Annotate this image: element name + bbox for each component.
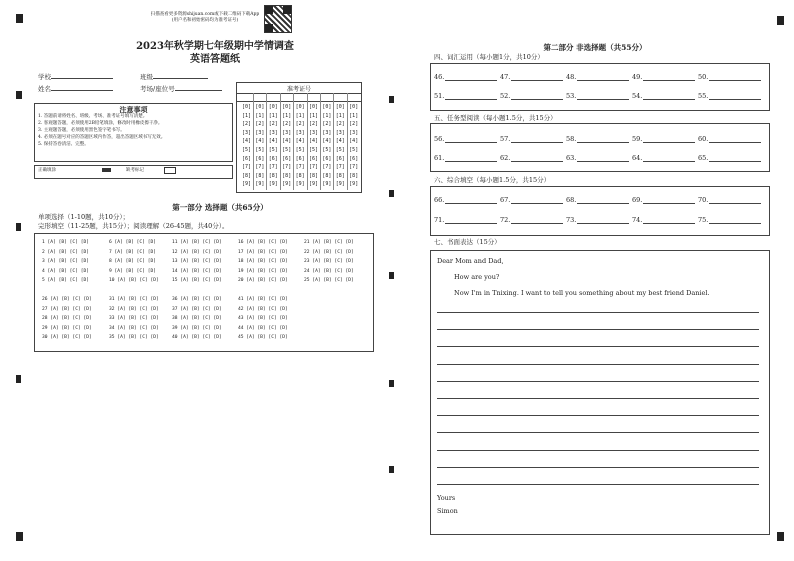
blank-number: 64. (632, 154, 643, 162)
digit-bubble: [2] (308, 121, 319, 128)
qr-code (264, 5, 292, 33)
mc-question: 38 [A] [B] [C] [D] (172, 316, 222, 322)
digit-bubble: [3] (322, 129, 332, 136)
digit-bubble: [8] (322, 172, 332, 179)
digit-bubble: [6] (349, 155, 359, 162)
digit-bubble: [5] (349, 147, 359, 153)
blank-field (632, 154, 695, 162)
notes-item: 2. 客观题答题，必须使用2B铅笔填涂，修改时用橡皮擦干净。 (38, 121, 163, 126)
mc-question: 13 [A] [B] [C] [D] (172, 259, 222, 265)
digit-bubble: [8] (282, 172, 292, 179)
blank-number: 52. (500, 92, 511, 100)
mc-question: 18 [A] [B] [C] [D] (238, 259, 288, 265)
blank-field (566, 73, 629, 81)
digit-bubble: [7] (322, 164, 332, 171)
blank-number: 58. (566, 135, 577, 143)
mc-question: 4 [A] [B] [C] [D] (42, 268, 90, 274)
mc-question: 3 [A] [B] [C] [D] (42, 259, 90, 265)
writing-line (437, 364, 759, 365)
digit-bubble: [3] (282, 129, 292, 136)
class-label: 班级 (140, 72, 208, 81)
blank-number: 56. (434, 135, 445, 143)
blank-field (434, 92, 497, 100)
mc-question: 39 [A] [B] [C] [D] (172, 325, 222, 331)
blank-number: 48. (566, 73, 577, 81)
digit-bubble: [5] (295, 147, 305, 153)
blank-field (698, 154, 761, 162)
section4-box (430, 63, 770, 111)
digit-bubble: [9] (349, 181, 359, 188)
blank-number: 46. (434, 73, 445, 81)
answer-line[interactable] (643, 73, 695, 81)
writing-line (437, 329, 759, 330)
part2-title: 第二部分 非选择题（共55分） (543, 43, 647, 52)
digit-bubble: [7] (308, 164, 319, 171)
digit-bubble: [0] (268, 104, 278, 110)
writing-line (437, 450, 759, 451)
digit-bubble: [1] (255, 112, 265, 119)
blank-number: 75. (698, 216, 709, 224)
registration-mark (389, 272, 394, 279)
digit-bubble: [9] (268, 181, 278, 188)
grid-divider (266, 93, 267, 190)
header-note: 扫描查看更多资源shijuan.com或下载二维码下载App (150, 12, 260, 17)
blank-field (566, 92, 629, 100)
digit-bubble: [9] (282, 181, 292, 188)
digit-bubble: [1] (308, 112, 319, 119)
registration-mark (16, 532, 23, 541)
digit-bubble: [2] (268, 121, 278, 128)
blank-field (698, 196, 761, 204)
blank-field (500, 196, 563, 204)
digit-bubble: [6] (335, 155, 345, 162)
digit-bubble: [6] (241, 155, 252, 162)
divider (236, 101, 362, 102)
mc-question: 12 [A] [B] [C] [D] (172, 249, 222, 255)
digit-bubble: [1] (335, 112, 345, 119)
digit-bubble: [8] (349, 172, 359, 179)
digit-bubble: [3] (335, 129, 345, 136)
blank-number: 65. (698, 154, 709, 162)
digit-bubble: [7] (335, 164, 345, 171)
section5-box (430, 123, 770, 172)
digit-bubble: [9] (241, 181, 252, 188)
digit-bubble: [9] (295, 181, 305, 188)
mc-question: 31 [A] [B] [C] [D] (109, 297, 159, 302)
digit-bubble: [7] (268, 164, 278, 171)
digit-bubble: [8] (255, 172, 265, 179)
letter-greeting: Dear Mom and Dad, (437, 257, 504, 265)
registration-mark (16, 14, 23, 23)
mc-question: 10 [A] [B] [C] [D] (109, 278, 159, 284)
digit-bubble: [7] (282, 164, 292, 171)
mc-question: 8 [A] [B] [C] [D] (109, 259, 157, 265)
digit-bubble: [5] (255, 147, 265, 153)
digit-bubble: [4] (255, 138, 265, 145)
blank-field (500, 92, 563, 100)
grid-divider (253, 93, 254, 190)
digit-bubble: [0] (282, 104, 292, 110)
digit-bubble: [4] (295, 138, 305, 145)
digit-bubble: [0] (349, 104, 359, 110)
blank-field (698, 73, 761, 81)
notes-item: 4. 必须在题号对应的答题区域内作答，超出答题区域书写无效。 (38, 135, 166, 140)
letter-line: Now I'm in Tnixing. I want to tell you something about my best friend Daniel. (454, 289, 710, 297)
blank-field (500, 135, 563, 143)
mc-question: 27 [A] [B] [C] [D] (42, 306, 92, 312)
digit-bubble: [6] (295, 155, 305, 162)
mc-question: 30 [A] [B] [C] [D] (42, 335, 92, 341)
answer-line[interactable] (577, 196, 629, 204)
digit-bubble: [9] (322, 181, 332, 188)
mc-question: 24 [A] [B] [C] [D] (304, 268, 354, 274)
digit-bubble: [2] (255, 121, 265, 128)
blank-field (632, 196, 695, 204)
mc-question: 32 [A] [B] [C] [D] (109, 306, 159, 312)
mc-question: 28 [A] [B] [C] [D] (42, 316, 92, 322)
blank-field (698, 216, 761, 224)
digit-bubble: [3] (255, 129, 265, 136)
digit-bubble: [1] (349, 112, 359, 119)
answer-line[interactable] (445, 135, 497, 143)
mc-question: 29 [A] [B] [C] [D] (42, 325, 92, 331)
digit-bubble: [3] (241, 129, 252, 136)
digit-bubble: [2] (322, 121, 332, 128)
mc-question: 40 [A] [B] [C] [D] (172, 335, 222, 341)
digit-bubble: [1] (241, 112, 252, 119)
digit-bubble: [8] (241, 172, 252, 179)
writing-line (437, 467, 759, 468)
digit-bubble: [5] (322, 147, 332, 153)
digit-bubble: [8] (335, 172, 345, 179)
answer-line[interactable] (445, 154, 497, 162)
mc-question: 26 [A] [B] [C] [D] (42, 297, 92, 302)
blank-field (566, 135, 629, 143)
blank-number: 50. (698, 73, 709, 81)
answer-line[interactable] (709, 216, 761, 224)
digit-bubble: [4] (268, 138, 278, 145)
answer-line[interactable] (511, 154, 563, 162)
blank-number: 49. (632, 73, 643, 81)
digit-bubble: [6] (308, 155, 319, 162)
blank-field (434, 135, 497, 143)
registration-mark (389, 96, 394, 103)
digit-bubble: [3] (268, 129, 278, 136)
part1-desc: 单项选择（1-10题，共10分）； (38, 213, 130, 221)
notes-title: 注意事项 (119, 105, 148, 114)
mc-question: 25 [A] [B] [C] [D] (304, 278, 354, 284)
section6-title: 六、综合填空（每小题1.5分，共15分） (434, 176, 551, 184)
blank-field (632, 216, 695, 224)
section6-box (430, 186, 770, 236)
blank-field (698, 135, 761, 143)
mc-question: 44 [A] [B] [C] [D] (238, 325, 288, 331)
digit-bubble: [5] (335, 147, 345, 153)
answer-line[interactable] (445, 196, 497, 204)
section4-title: 四、词汇运用（每小题1分，共10分） (434, 53, 544, 61)
digit-bubble: [5] (241, 147, 252, 153)
digit-bubble: [6] (282, 155, 292, 162)
digit-bubble: [0] (322, 104, 332, 110)
digit-bubble: [0] (335, 104, 345, 110)
mc-question: 23 [A] [B] [C] [D] (304, 259, 354, 265)
blank-field (434, 216, 497, 224)
blank-field (434, 154, 497, 162)
blank-field (566, 216, 629, 224)
blank-number: 74. (632, 216, 643, 224)
answer-line[interactable] (643, 135, 695, 143)
answer-line[interactable] (577, 154, 629, 162)
blank-number: 55. (698, 92, 709, 100)
mc-question: 22 [A] [B] [C] [D] (304, 249, 354, 255)
digit-bubble: [3] (295, 129, 305, 136)
blank-number: 51. (434, 92, 445, 100)
exam-number-label: 准考证号 (286, 86, 311, 93)
school-label: 学校 (38, 72, 113, 81)
mc-question: 20 [A] [B] [C] [D] (238, 278, 288, 284)
answer-line[interactable] (511, 73, 563, 81)
answer-line[interactable] (709, 154, 761, 162)
digit-bubble: [2] (282, 121, 292, 128)
answer-line[interactable] (445, 216, 497, 224)
answer-line[interactable] (577, 216, 629, 224)
digit-bubble: [6] (268, 155, 278, 162)
digit-bubble: [0] (308, 104, 319, 110)
blank-number: 68. (566, 196, 577, 204)
blank-number: 72. (500, 216, 511, 224)
mc-question: 11 [A] [B] [C] [D] (172, 240, 222, 245)
seat-label: 考场/座位号 (140, 84, 222, 93)
letter-line: How are you? (454, 273, 500, 281)
digit-bubble: [7] (255, 164, 265, 171)
digit-bubble: [4] (335, 138, 345, 145)
writing-line (437, 484, 759, 485)
registration-mark (777, 532, 784, 541)
digit-bubble: [1] (295, 112, 305, 119)
digit-bubble: [4] (308, 138, 319, 145)
writing-line (437, 432, 759, 433)
blank-number: 60. (698, 135, 709, 143)
blank-field (566, 196, 629, 204)
mc-question: 9 [A] [B] [C] [D] (109, 268, 157, 274)
mc-question: 45 [A] [B] [C] [D] (238, 335, 288, 341)
blank-field (566, 154, 629, 162)
writing-line (437, 381, 759, 382)
mc-question: 33 [A] [B] [C] [D] (109, 316, 159, 322)
grid-divider (307, 93, 308, 190)
digit-bubble: [4] (349, 138, 359, 145)
writing-line (437, 312, 759, 313)
letter-closing: Yours (437, 494, 456, 502)
mc-question: 1 [A] [B] [C] [D] (42, 240, 90, 245)
registration-mark (389, 190, 394, 197)
legend-missing: 缺考标记 (126, 168, 144, 173)
mc-question: 42 [A] [B] [C] [D] (238, 306, 288, 312)
digit-bubble: [6] (255, 155, 265, 162)
blank-field (434, 196, 497, 204)
blank-number: 59. (632, 135, 643, 143)
blank-number: 57. (500, 135, 511, 143)
digit-bubble: [2] (335, 121, 345, 128)
answer-line[interactable] (445, 73, 497, 81)
blank-number: 62. (500, 154, 511, 162)
registration-mark (16, 223, 21, 231)
mc-question: 21 [A] [B] [C] [D] (304, 240, 354, 245)
part1-desc: 完形填空（11-25题，共15分）；阅读理解（26-45题，共40分）。 (38, 222, 229, 230)
mc-question: 6 [A] [B] [C] [D] (109, 240, 157, 245)
answer-line[interactable] (511, 216, 563, 224)
digit-bubble: [2] (349, 121, 359, 128)
blank-number: 66. (434, 196, 445, 204)
digit-bubble: [0] (241, 104, 252, 110)
digit-bubble: [9] (335, 181, 345, 188)
blank-field (500, 73, 563, 81)
answer-line[interactable] (511, 135, 563, 143)
grid-divider (333, 93, 334, 190)
digit-bubble: [8] (295, 172, 305, 179)
blank-number: 71. (434, 216, 445, 224)
blank-field (500, 154, 563, 162)
registration-mark (16, 375, 21, 383)
digit-bubble: [7] (349, 164, 359, 171)
digit-bubble: [0] (255, 104, 265, 110)
digit-bubble: [0] (295, 104, 305, 110)
digit-bubble: [4] (282, 138, 292, 145)
digit-bubble: [1] (322, 112, 332, 119)
letter-signature: Simon (437, 507, 458, 515)
digit-bubble: [2] (241, 121, 252, 128)
blank-number: 61. (434, 154, 445, 162)
digit-bubble: [5] (308, 147, 319, 153)
registration-mark (777, 16, 784, 25)
writing-line (437, 346, 759, 347)
blank-number: 53. (566, 92, 577, 100)
mc-question: 2 [A] [B] [C] [D] (42, 249, 90, 255)
writing-line (437, 415, 759, 416)
answer-line[interactable] (577, 92, 629, 100)
mc-question: 5 [A] [B] [C] [D] (42, 278, 90, 284)
digit-bubble: [2] (295, 121, 305, 128)
mc-question: 34 [A] [B] [C] [D] (109, 325, 159, 331)
blank-field (632, 92, 695, 100)
digit-bubble: [4] (241, 138, 252, 145)
empty-box-icon (164, 167, 176, 174)
grid-divider (320, 93, 321, 190)
mc-question: 15 [A] [B] [C] [D] (172, 278, 222, 284)
blank-number: 73. (566, 216, 577, 224)
blank-number: 47. (500, 73, 511, 81)
blank-number: 67. (500, 196, 511, 204)
filled-box-icon (102, 168, 111, 172)
digit-bubble: [1] (282, 112, 292, 119)
notes-item: 3. 主观题答题，必须使用黑色签字笔书写。 (38, 128, 125, 133)
answer-line[interactable] (709, 196, 761, 204)
digit-bubble: [1] (268, 112, 278, 119)
notes-item: 5. 保持答卷清洁、完整。 (38, 142, 89, 147)
answer-line[interactable] (709, 135, 761, 143)
digit-bubble: [9] (308, 181, 319, 188)
answer-line[interactable] (709, 73, 761, 81)
mc-question: 41 [A] [B] [C] [D] (238, 297, 288, 302)
digit-bubble: [4] (322, 138, 332, 145)
answer-line[interactable] (643, 92, 695, 100)
answer-line[interactable] (643, 196, 695, 204)
answer-line[interactable] (511, 196, 563, 204)
blank-field (434, 73, 497, 81)
blank-number: 63. (566, 154, 577, 162)
blank-field (632, 135, 695, 143)
mc-question: 14 [A] [B] [C] [D] (172, 268, 222, 274)
mc-question: 17 [A] [B] [C] [D] (238, 249, 288, 255)
blank-number: 69. (632, 196, 643, 204)
page-title: 2023年秋学期七年级期中学情调查 (136, 41, 294, 52)
grid-divider (347, 93, 348, 190)
mc-question: 43 [A] [B] [C] [D] (238, 316, 288, 322)
digit-bubble: [7] (295, 164, 305, 171)
digit-bubble: [3] (308, 129, 319, 136)
digit-bubble: [5] (282, 147, 292, 153)
registration-mark (389, 380, 394, 387)
mc-question: 36 [A] [B] [C] [D] (172, 297, 222, 302)
notes-item: 1. 答题前请将姓名、班级、考场、准考证号填写清楚。 (38, 114, 148, 119)
digit-bubble: [3] (349, 129, 359, 136)
legend-correct: 正确填涂 (38, 168, 56, 173)
blank-number: 54. (632, 92, 643, 100)
digit-bubble: [9] (255, 181, 265, 188)
name-label: 姓名 (38, 84, 113, 93)
mc-question: 37 [A] [B] [C] [D] (172, 306, 222, 312)
grid-divider (280, 93, 281, 190)
digit-bubble: [5] (268, 147, 278, 153)
answer-line[interactable] (577, 135, 629, 143)
digit-bubble: [7] (241, 164, 252, 171)
blank-field (500, 216, 563, 224)
page-subtitle: 英语答题纸 (190, 54, 240, 65)
blank-field (632, 73, 695, 81)
mc-question: 35 [A] [B] [C] [D] (109, 335, 159, 341)
answer-line[interactable] (577, 73, 629, 81)
mc-question: 7 [A] [B] [C] [D] (109, 249, 157, 255)
section7-title: 七、书面表达（15分） (434, 238, 501, 246)
blank-number: 70. (698, 196, 709, 204)
section5-title: 五、任务型阅读（每小题1.5分，共15分） (434, 114, 557, 122)
mc-question: 19 [A] [B] [C] [D] (238, 268, 288, 274)
part1-title: 第一部分 选择题（共65分） (172, 203, 268, 212)
answer-line[interactable] (511, 92, 563, 100)
answer-line[interactable] (643, 216, 695, 224)
writing-line (437, 398, 759, 399)
divider (236, 93, 362, 94)
digit-bubble: [8] (308, 172, 319, 179)
registration-mark (16, 91, 22, 99)
mc-question: 16 [A] [B] [C] [D] (238, 240, 288, 245)
answer-line[interactable] (709, 92, 761, 100)
answer-line[interactable] (643, 154, 695, 162)
header-note: (用户名和初始密码均为准考证号) (171, 18, 239, 23)
digit-bubble: [6] (322, 155, 332, 162)
answer-line[interactable] (445, 92, 497, 100)
registration-mark (389, 466, 394, 473)
blank-field (698, 92, 761, 100)
digit-bubble: [8] (268, 172, 278, 179)
grid-divider (293, 93, 294, 190)
